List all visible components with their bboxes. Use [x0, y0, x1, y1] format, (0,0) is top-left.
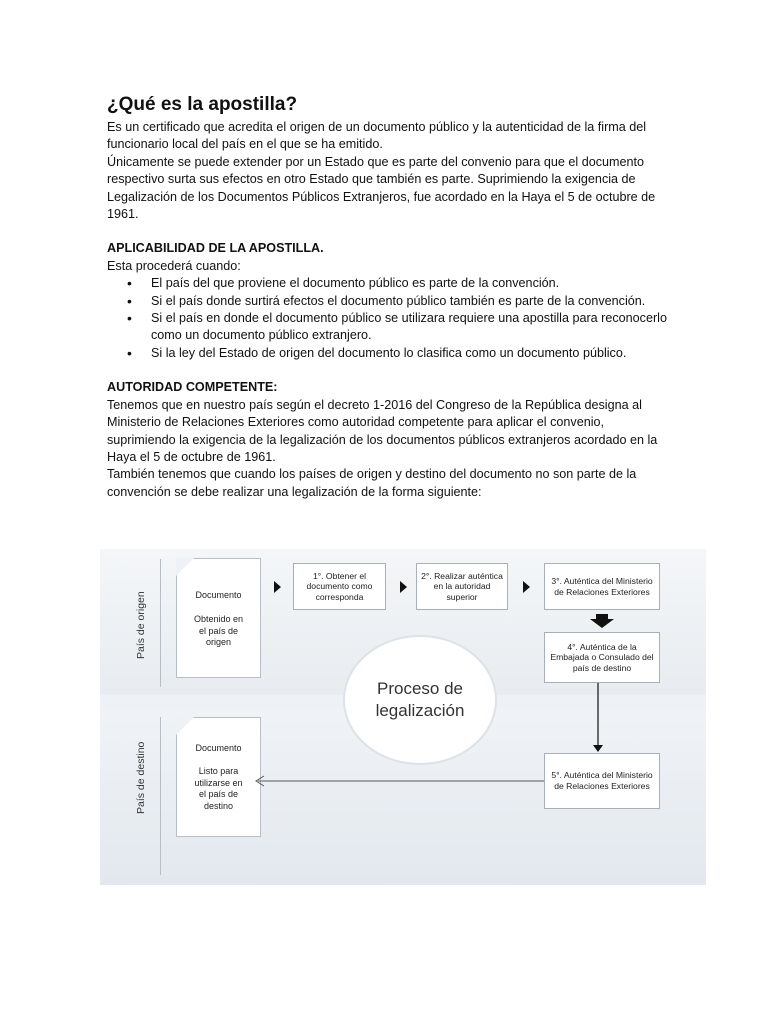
list-item: • Si la ley del Estado de origen del documento lo clasifica como un documento público.: [151, 345, 667, 362]
document-origin-title: Documento: [195, 590, 242, 600]
list-item: • El país del que proviene el documento público es parte de la convención.: [151, 275, 667, 292]
step-2-box: 2°. Realizar auténtica en la autoridad superior: [416, 563, 508, 610]
step-1-box: 1°. Obtener el documento como corresponda: [293, 563, 386, 610]
applicability-list: [107, 275, 667, 362]
legalization-diagram: [100, 549, 706, 885]
document-destination-text: Listo para utilizarse en el país de destino: [194, 766, 243, 811]
step-4-box: 4°. Auténtica de la Embajada o Consulado del país de destino: [544, 632, 660, 683]
arrow-right-icon: [523, 581, 530, 593]
arrow-down-icon: [593, 745, 603, 752]
step-5-box: 5°. Auténtica del Ministerio de Relaciones Exteriores: [544, 753, 660, 809]
document-body: [107, 94, 667, 501]
list-item: • Si el país en donde el documento público se utilizara requiere una apostilla para reconocerlo como un documento público extranjero.: [151, 310, 667, 345]
intro-paragraph-1: Es un certificado que acredita el origen de un documento público y la autenticidad de la firma del funcionario local del país en el que se ha emitido.: [107, 120, 647, 152]
diagram-arrows: [100, 549, 706, 885]
applicability-lead: Esta procederá cuando:: [107, 258, 241, 273]
step-3-box: 3°. Auténtica del Ministerio de Relaciones Exteriores: [544, 563, 660, 610]
applicability-heading: APLICABILIDAD DE LA APOSTILLA.: [107, 241, 324, 256]
authority-paragraph-1: Tenemos que en nuestro país según el decreto 1-2016 del Congreso de la República designa al Ministerio de Relaciones Exteriores como autoridad competente para aplicar el convenio, suprimiendo la exigencia de la legalización de los documentos públicos extranjeros acordado en la Haya el 5 de octubre de 1961.: [107, 397, 658, 464]
authority-heading: AUTORIDAD COMPETENTE:: [107, 380, 278, 395]
list-item: • Si el país donde surtirá efectos el documento público también es parte de la convención.: [151, 293, 667, 310]
band-label-destination: País de destino: [135, 741, 147, 814]
authority-paragraph-2: También tenemos que cuando los países de origen y destino del documento no son parte de la convención se debe realizar una legalización de la forma siguiente:: [107, 467, 637, 499]
intro-paragraph-2: Únicamente se puede extender por un Estado que es parte del convenio para que el documento respectivo surta sus efectos en otro Estado que también es parte. Suprimiendo la exigencia de Legalización de los Documentos Públicos Extranjeros, fue acordado en la Haya el 5 de octubre de 1961.: [107, 154, 656, 222]
process-oval: Proceso de legalización: [343, 635, 497, 765]
arrow-right-icon: [400, 581, 407, 593]
page-title: ¿Qué es la apostilla?: [107, 94, 298, 115]
arrow-down-icon: [590, 614, 614, 628]
document-origin-text: Obtenido en el país de origen: [193, 614, 244, 647]
band-label-origin: País de origen: [135, 591, 147, 659]
document-destination-title: Documento: [195, 743, 242, 753]
arrow-right-icon: [274, 581, 281, 593]
